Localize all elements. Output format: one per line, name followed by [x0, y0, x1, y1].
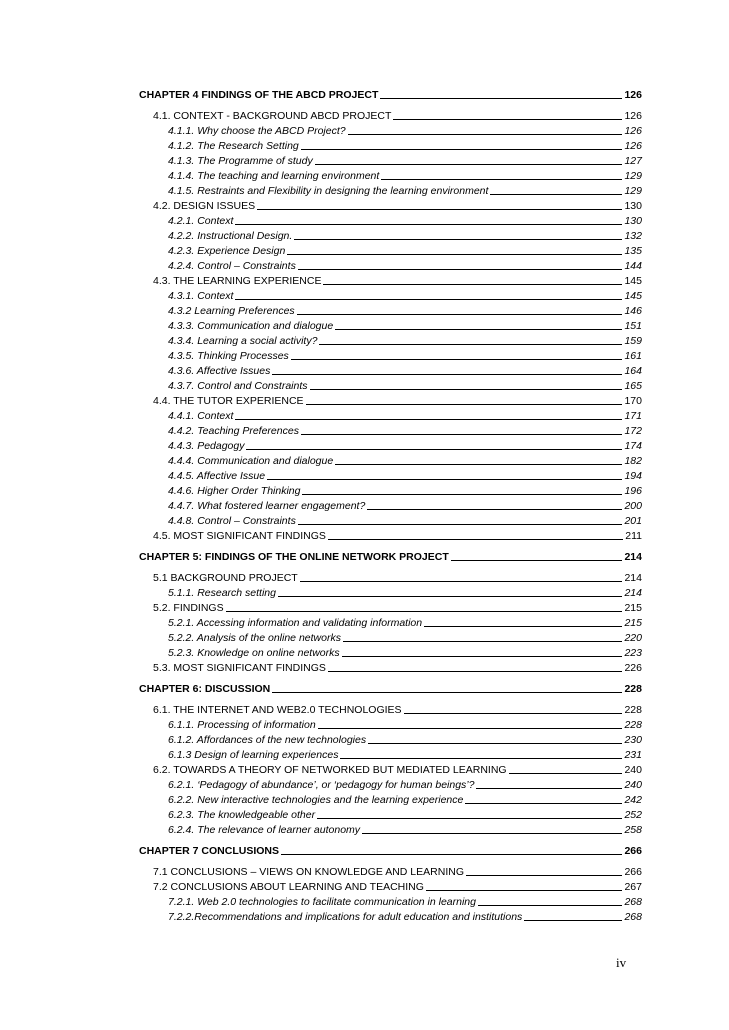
toc-leader-line [226, 611, 623, 612]
toc-entry-title: 4.1.5. Restraints and Flexibility in designing the learning environment [168, 185, 489, 197]
toc-entry-title: 4.3.7. Control and Constraints [168, 380, 308, 392]
toc-entry-page: 145 [624, 275, 642, 287]
toc-leader-line [267, 479, 622, 480]
toc-entry-page: 228 [624, 683, 642, 695]
toc-entry-title: 4.3.6. Affective Issues [168, 365, 271, 377]
toc-subsection-entry[interactable] [139, 615, 642, 630]
toc-subsection-entry[interactable] [139, 438, 642, 453]
toc-subsection-entry[interactable] [139, 288, 642, 303]
toc-subsection-entry[interactable] [139, 630, 642, 645]
toc-section-entry[interactable] [139, 273, 642, 288]
toc-leader-line [298, 269, 623, 270]
toc-entry-page: 201 [624, 515, 642, 527]
toc-entry-page: 230 [624, 734, 642, 746]
toc-section-entry[interactable] [139, 660, 642, 675]
toc-entry-page: 129 [624, 170, 642, 182]
toc-entry-page: 252 [624, 809, 642, 821]
toc-entry-page: 228 [624, 704, 642, 716]
toc-subsection-entry[interactable] [139, 348, 642, 363]
toc-entry-title: 6.1.2. Affordances of the new technologies [168, 734, 367, 746]
toc-leader-line [297, 314, 623, 315]
toc-leader-line [235, 419, 622, 420]
toc-subsection-entry[interactable] [139, 483, 642, 498]
toc-entry-title: 4.1.4. The teaching and learning environment [168, 170, 380, 182]
toc-leader-line [301, 434, 623, 435]
table-of-contents [139, 87, 642, 924]
toc-leader-line [393, 119, 622, 120]
toc-subsection-entry[interactable] [139, 258, 642, 273]
toc-entry-title: 4.1.3. The Programme of study [168, 155, 313, 167]
toc-leader-line [278, 596, 622, 597]
toc-leader-line [343, 641, 623, 642]
toc-subsection-entry[interactable] [139, 585, 642, 600]
toc-entry-page: 172 [624, 425, 642, 437]
toc-subsection-entry[interactable] [139, 909, 642, 924]
toc-leader-line [490, 194, 622, 195]
toc-entry-page: 215 [624, 602, 642, 614]
toc-entry-title: 4.1. CONTEXT - BACKGROUND ABCD PROJECT [153, 110, 392, 122]
toc-entry-page: 161 [624, 350, 642, 362]
toc-entry-title: 4.4.6. Higher Order Thinking [168, 485, 301, 497]
toc-entry-page: 200 [624, 500, 642, 512]
toc-entry-title: 6.2.3. The knowledgeable other [168, 809, 316, 821]
toc-entry-page: 231 [624, 749, 642, 761]
toc-entry-title: 4.4.3. Pedagogy [168, 440, 245, 452]
toc-entry-page: 211 [625, 530, 642, 542]
toc-chapter-entry[interactable] [139, 549, 642, 564]
toc-chapter-entry[interactable] [139, 681, 642, 696]
toc-leader-line [291, 359, 623, 360]
toc-subsection-entry[interactable] [139, 213, 642, 228]
toc-entry-page: 174 [624, 440, 642, 452]
toc-subsection-entry[interactable] [139, 717, 642, 732]
toc-subsection-entry[interactable] [139, 138, 642, 153]
toc-section-entry[interactable] [139, 762, 642, 777]
toc-entry-page: 129 [624, 185, 642, 197]
toc-leader-line [367, 509, 622, 510]
toc-leader-line [451, 560, 623, 561]
toc-entry-title: CHAPTER 5: FINDINGS OF THE ONLINE NETWORK PROJECT [139, 551, 449, 563]
toc-leader-line [328, 539, 623, 540]
toc-entry-page: 146 [624, 305, 642, 317]
toc-subsection-entry[interactable] [139, 168, 642, 183]
toc-subsection-entry[interactable] [139, 792, 642, 807]
toc-entry-page: 268 [624, 911, 642, 923]
toc-entry-title: 4.4.1. Context [168, 410, 234, 422]
toc-entry-title: 4.2. DESIGN ISSUES [153, 200, 256, 212]
toc-entry-title: 6.1.3 Design of learning experiences [168, 749, 339, 761]
toc-chapter-entry[interactable] [139, 843, 642, 858]
toc-leader-line [404, 713, 623, 714]
toc-leader-line [466, 875, 622, 876]
toc-leader-line [298, 524, 623, 525]
toc-subsection-entry[interactable] [139, 822, 642, 837]
toc-entry-page: 228 [624, 719, 642, 731]
toc-entry-title: 7.2.1. Web 2.0 technologies to facilitate communication in learning [168, 896, 476, 908]
toc-entry-page: 170 [624, 395, 642, 407]
toc-entry-page: 159 [624, 335, 642, 347]
toc-entry-page: 171 [624, 410, 642, 422]
toc-entry-title: 4.4.7. What fostered learner engagement? [168, 500, 366, 512]
toc-entry-title: 6.2.4. The relevance of learner autonomy [168, 824, 361, 836]
toc-subsection-entry[interactable] [139, 243, 642, 258]
toc-leader-line [476, 788, 622, 789]
toc-entry-title: 6.2.2. New interactive technologies and the learning experience [168, 794, 464, 806]
toc-subsection-entry[interactable] [139, 318, 642, 333]
toc-entry-title: 4.2.2. Instructional Design. [168, 230, 293, 242]
toc-entry-page: 266 [624, 845, 642, 857]
toc-leader-line [340, 758, 622, 759]
toc-subsection-entry[interactable] [139, 303, 642, 318]
toc-subsection-entry[interactable] [139, 807, 642, 822]
toc-leader-line [362, 833, 622, 834]
toc-subsection-entry[interactable] [139, 453, 642, 468]
toc-subsection-entry[interactable] [139, 378, 642, 393]
toc-leader-line [478, 905, 622, 906]
toc-entry-title: 4.4.5. Affective Issue [168, 470, 266, 482]
toc-entry-title: CHAPTER 6: DISCUSSION [139, 683, 271, 695]
toc-leader-line [302, 494, 622, 495]
toc-subsection-entry[interactable] [139, 363, 642, 378]
toc-entry-title: 4.2.4. Control – Constraints [168, 260, 296, 272]
toc-entry-page: 132 [624, 230, 642, 242]
toc-leader-line [424, 626, 622, 627]
toc-entry-title: 4.2.1. Context [168, 215, 234, 227]
toc-subsection-entry[interactable] [139, 228, 642, 243]
toc-leader-line [381, 179, 622, 180]
toc-leader-line [272, 374, 622, 375]
toc-entry-page: 242 [624, 794, 642, 806]
toc-leader-line [380, 98, 622, 99]
toc-subsection-entry[interactable] [139, 468, 642, 483]
toc-leader-line [317, 818, 622, 819]
toc-subsection-entry[interactable] [139, 183, 642, 198]
toc-entry-title: 5.3. MOST SIGNIFICANT FINDINGS [153, 662, 326, 674]
toc-leader-line [246, 449, 622, 450]
toc-entry-title: 5.1 BACKGROUND PROJECT [153, 572, 298, 584]
toc-entry-title: 7.2.2.Recommendations and implications for adult education and institutions [168, 911, 523, 923]
toc-entry-page: 130 [624, 215, 642, 227]
toc-entry-title: 7.2 CONCLUSIONS ABOUT LEARNING AND TEACHING [153, 881, 424, 893]
toc-section-entry[interactable] [139, 702, 642, 717]
toc-leader-line [342, 656, 623, 657]
toc-leader-line [300, 581, 623, 582]
toc-entry-page: 182 [624, 455, 642, 467]
toc-leader-line [281, 854, 622, 855]
toc-entry-page: 126 [624, 125, 642, 137]
toc-leader-line [235, 224, 622, 225]
toc-leader-line [301, 149, 623, 150]
toc-entry-title: 4.4.2. Teaching Preferences [168, 425, 299, 437]
toc-chapter-entry[interactable] [139, 87, 642, 102]
toc-entry-page: 151 [624, 320, 642, 332]
toc-leader-line [235, 299, 622, 300]
toc-leader-line [348, 134, 623, 135]
toc-leader-line [310, 389, 623, 390]
toc-subsection-entry[interactable] [139, 153, 642, 168]
toc-entry-page: 135 [624, 245, 642, 257]
toc-section-entry[interactable] [139, 108, 642, 123]
toc-entry-page: 268 [624, 896, 642, 908]
toc-section-entry[interactable] [139, 570, 642, 585]
toc-subsection-entry[interactable] [139, 498, 642, 513]
toc-entry-title: 4.3.2 Learning Preferences [168, 305, 295, 317]
toc-entry-title: 4.3.3. Communication and dialogue [168, 320, 334, 332]
toc-entry-page: 223 [624, 647, 642, 659]
toc-subsection-entry[interactable] [139, 777, 642, 792]
toc-entry-page: 266 [624, 866, 642, 878]
toc-entry-title: 6.2. TOWARDS A THEORY OF NETWORKED BUT MEDIATED LEARNING [153, 764, 507, 776]
toc-entry-title: 4.1.1. Why choose the ABCD Project? [168, 125, 346, 137]
toc-entry-title: 4.3.1. Context [168, 290, 234, 302]
toc-subsection-entry[interactable] [139, 747, 642, 762]
toc-leader-line [294, 239, 622, 240]
toc-entry-page: 126 [624, 140, 642, 152]
toc-subsection-entry[interactable] [139, 123, 642, 138]
toc-entry-title: 5.2.2. Analysis of the online networks [168, 632, 341, 644]
toc-entry-page: 267 [624, 881, 642, 893]
toc-section-entry[interactable] [139, 864, 642, 879]
toc-entry-page: 214 [624, 551, 642, 563]
toc-entry-page: 226 [624, 662, 642, 674]
toc-leader-line [315, 164, 623, 165]
toc-leader-line [368, 743, 622, 744]
toc-entry-title: 6.1. THE INTERNET AND WEB2.0 TECHNOLOGIES [153, 704, 402, 716]
toc-subsection-entry[interactable] [139, 732, 642, 747]
toc-leader-line [328, 671, 623, 672]
toc-entry-title: 5.2. FINDINGS [153, 602, 224, 614]
toc-subsection-entry[interactable] [139, 894, 642, 909]
toc-entry-page: 130 [624, 200, 642, 212]
toc-subsection-entry[interactable] [139, 645, 642, 660]
toc-entry-page: 196 [624, 485, 642, 497]
toc-leader-line [335, 464, 622, 465]
toc-entry-page: 127 [624, 155, 642, 167]
toc-entry-title: 4.1.2. The Research Setting [168, 140, 299, 152]
toc-leader-line [323, 284, 622, 285]
toc-section-entry[interactable] [139, 528, 642, 543]
toc-entry-title: 4.3.4. Learning a social activity? [168, 335, 318, 347]
toc-subsection-entry[interactable] [139, 333, 642, 348]
toc-leader-line [257, 209, 622, 210]
toc-entry-page: 240 [624, 779, 642, 791]
toc-entry-page: 240 [624, 764, 642, 776]
toc-section-entry[interactable] [139, 600, 642, 615]
toc-entry-title: 4.3. THE LEARNING EXPERIENCE [153, 275, 322, 287]
page-number: iv [616, 955, 627, 970]
toc-entry-page: 220 [624, 632, 642, 644]
toc-entry-page: 214 [624, 587, 642, 599]
toc-entry-title: 4.2.3. Experience Design [168, 245, 286, 257]
toc-entry-title: 6.2.1. ‘Pedagogy of abundance’, or ‘pedagogy for human beings’? [168, 779, 475, 791]
toc-entry-page: 165 [624, 380, 642, 392]
toc-entry-title: 6.1.1. Processing of information [168, 719, 316, 731]
toc-section-entry[interactable] [139, 393, 642, 408]
toc-leader-line [318, 728, 623, 729]
toc-entry-page: 258 [624, 824, 642, 836]
toc-entry-title: 4.5. MOST SIGNIFICANT FINDINGS [153, 530, 326, 542]
toc-entry-title: 4.4.8. Control – Constraints [168, 515, 296, 527]
toc-leader-line [524, 920, 622, 921]
toc-leader-line [287, 254, 622, 255]
toc-section-entry[interactable] [139, 879, 642, 894]
toc-subsection-entry[interactable] [139, 513, 642, 528]
toc-leader-line [509, 773, 623, 774]
toc-leader-line [335, 329, 622, 330]
toc-entry-page: 126 [624, 89, 642, 101]
toc-entry-page: 214 [624, 572, 642, 584]
toc-entry-title: 5.2.3. Knowledge on online networks [168, 647, 340, 659]
toc-leader-line [465, 803, 622, 804]
toc-leader-line [272, 692, 622, 693]
toc-entry-page: 145 [624, 290, 642, 302]
toc-entry-page: 194 [624, 470, 642, 482]
toc-subsection-entry[interactable] [139, 408, 642, 423]
toc-entry-title: CHAPTER 4 FINDINGS OF THE ABCD PROJECT [139, 89, 379, 101]
toc-entry-title: 4.3.5. Thinking Processes [168, 350, 289, 362]
toc-entry-page: 126 [624, 110, 642, 122]
toc-entry-title: 7.1 CONCLUSIONS – VIEWS ON KNOWLEDGE AND LEARNING [153, 866, 464, 878]
toc-leader-line [306, 404, 623, 405]
toc-leader-line [426, 890, 623, 891]
toc-entry-page: 144 [624, 260, 642, 272]
toc-subsection-entry[interactable] [139, 423, 642, 438]
toc-leader-line [319, 344, 622, 345]
toc-entry-title: 4.4. THE TUTOR EXPERIENCE [153, 395, 304, 407]
toc-entry-page: 215 [624, 617, 642, 629]
toc-entry-title: 5.2.1. Accessing information and validating information [168, 617, 423, 629]
toc-entry-page: 164 [624, 365, 642, 377]
toc-section-entry[interactable] [139, 198, 642, 213]
toc-entry-title: CHAPTER 7 CONCLUSIONS [139, 845, 280, 857]
toc-entry-title: 4.4.4. Communication and dialogue [168, 455, 334, 467]
toc-entry-title: 5.1.1. Research setting [168, 587, 276, 599]
